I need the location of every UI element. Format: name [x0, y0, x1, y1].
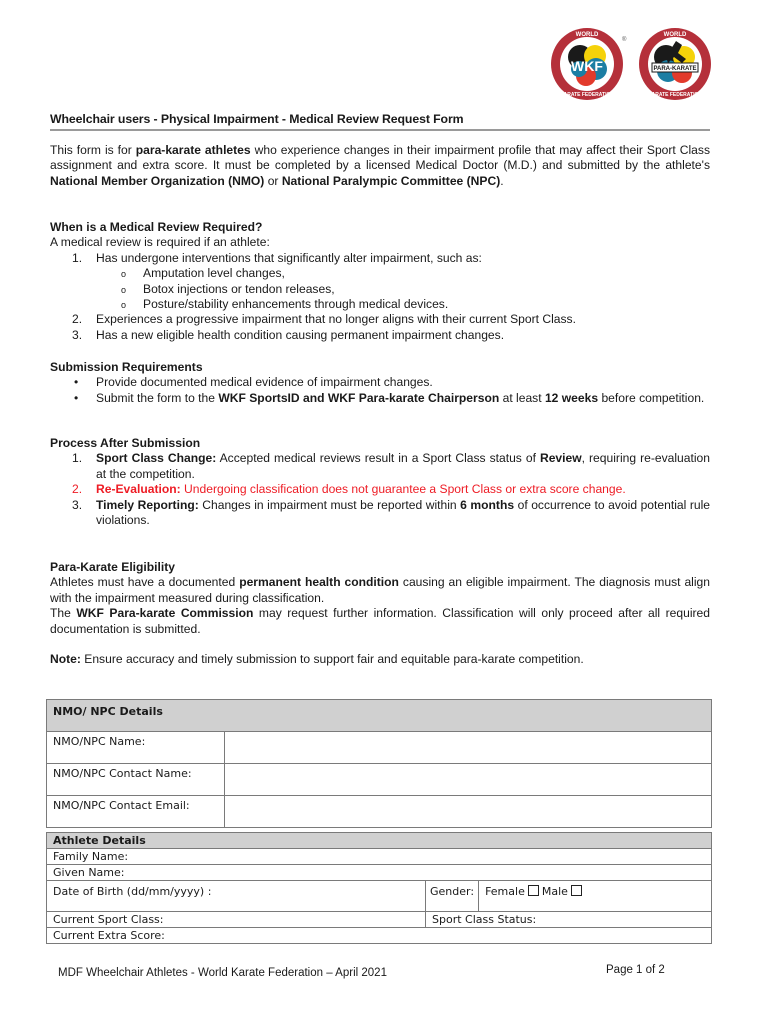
- table-row: [47, 796, 712, 828]
- nmo-contact-email-field[interactable]: [225, 796, 712, 828]
- review-item: 1. Has undergone interventions that significantly alter impairment, such as:: [72, 250, 482, 265]
- male-checkbox[interactable]: [571, 885, 582, 896]
- table-row: [47, 732, 712, 764]
- intro-paragraph: This form is for para-karate athletes who experience changes in their impairment profile that may affect their Sport Class assignment and extra score. It must be completed by a licensed Medical Doctor (M.D.) and submitted by the athlete's National Member Organization (NMO) or National Paralympic Committee (NPC).: [50, 143, 711, 188]
- review-subitem: o Posture/stability enhancements through medical devices.: [121, 297, 449, 312]
- review-section: [50, 220, 710, 343]
- svg-text:WORLD: WORLD: [663, 32, 687, 38]
- sport-class-status-field[interactable]: Sport Class Status:: [426, 912, 712, 928]
- female-label: Female: [485, 885, 525, 898]
- process-item-warning: 2. Re-Evaluation: Undergoing classification does not guarantee a Sport Class or extra score change.: [72, 482, 626, 497]
- page-number: Page 1 of 2: [606, 964, 665, 976]
- svg-text:PARA-KARATE: PARA-KARATE: [653, 66, 697, 72]
- logos: [548, 27, 718, 103]
- nmo-contact-name-label: NMO/NPC Contact Name:: [47, 764, 225, 796]
- gender-options: [479, 881, 712, 912]
- review-item: 3. Has a new eligible health condition causing permanent impairment changes.: [72, 327, 505, 342]
- nmo-table-header: NMO/ NPC Details: [47, 700, 712, 732]
- eligibility-section: [50, 560, 710, 637]
- table-row: [47, 764, 712, 796]
- process-item: 1. Sport Class Change: Accepted medical reviews result in a Sport Class status of Review, requiring re-evaluation at the competition.: [72, 451, 711, 481]
- eligibility-paragraph: Athletes must have a documented permanent health condition causing an eligible impairment. The diagnosis must align with the impairment measured during classification.: [50, 575, 710, 605]
- footer-text: MDF Wheelchair Athletes - World Karate Federation – April 2021: [58, 967, 387, 979]
- svg-text:WKF: WKF: [571, 58, 603, 74]
- dob-field[interactable]: Date of Birth (dd/mm/yyyy) :: [47, 881, 426, 912]
- review-lead: A medical review is required if an athlete:: [50, 235, 270, 250]
- svg-text:KARATE FEDERATION: KARATE FEDERATION: [648, 92, 702, 98]
- review-item: 2. Experiences a progressive impairment that no longer aligns with their current Sport Class.: [72, 312, 576, 327]
- submission-item: • Submit the form to the WKF SportsID and WKF Para-karate Chairperson at least 12 weeks before competition.: [74, 390, 705, 405]
- process-item: 3. Timely Reporting: Changes in impairment must be reported within 6 months of occurrence to avoid potential rule violations.: [72, 497, 710, 528]
- given-name-field[interactable]: Given Name:: [47, 865, 712, 881]
- current-extra-score-field[interactable]: Current Extra Score:: [47, 928, 712, 944]
- process-heading: Process After Submission: [50, 436, 201, 450]
- nmo-details-table: [46, 699, 712, 828]
- svg-text:KARATE FEDERATION: KARATE FEDERATION: [560, 92, 614, 98]
- submission-item: • Provide documented medical evidence of impairment changes.: [74, 375, 433, 390]
- athlete-table-header: Athlete Details: [47, 833, 712, 849]
- nmo-contact-email-label: NMO/NPC Contact Email:: [47, 796, 225, 828]
- athlete-details-table: [46, 832, 712, 944]
- review-subitem: o Amputation level changes,: [121, 266, 285, 281]
- female-checkbox[interactable]: [528, 885, 539, 896]
- note: Note: Ensure accuracy and timely submission to support fair and equitable para-karate competition.: [50, 652, 584, 666]
- eligibility-heading: Para-Karate Eligibility: [50, 560, 176, 574]
- svg-text:WORLD: WORLD: [575, 32, 599, 38]
- para-karate-logo: [638, 27, 712, 101]
- nmo-name-field[interactable]: [225, 732, 712, 764]
- registered-mark: ®: [622, 37, 627, 43]
- wkf-logo: [550, 27, 627, 101]
- nmo-name-label: NMO/NPC Name:: [47, 732, 225, 764]
- submission-section: [50, 360, 710, 406]
- gender-label: Gender:: [426, 881, 479, 912]
- family-name-field[interactable]: Family Name:: [47, 849, 712, 865]
- review-subitem: o Botox injections or tendon releases,: [121, 281, 335, 296]
- current-sport-class-field[interactable]: Current Sport Class:: [47, 912, 426, 928]
- nmo-contact-name-field[interactable]: [225, 764, 712, 796]
- submission-heading: Submission Requirements: [50, 360, 203, 374]
- form-title: Wheelchair users - Physical Impairment - Medical Review Request Form: [50, 112, 710, 131]
- eligibility-paragraph: The WKF Para-karate Commission may request further information. Classification will only proceed after all required documentation is submitted.: [50, 606, 710, 636]
- male-label: Male: [541, 885, 568, 898]
- process-section: [50, 436, 710, 528]
- review-heading: When is a Medical Review Required?: [50, 220, 263, 234]
